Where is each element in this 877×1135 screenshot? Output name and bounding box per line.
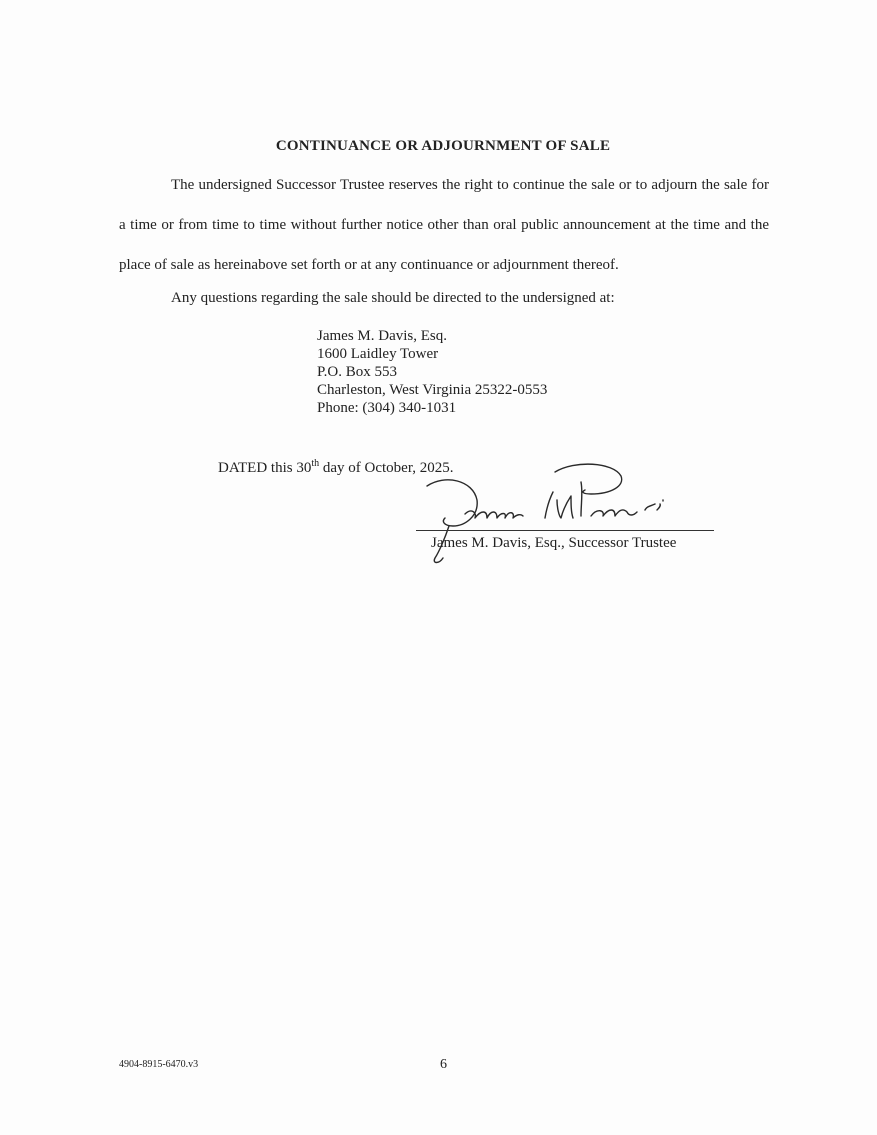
page-number: 6 <box>440 1057 447 1072</box>
signer-printed-name: James M. Davis, Esq., Successor Trustee <box>431 535 677 551</box>
address-phone: Phone: (304) 340-1031 <box>317 400 457 416</box>
address-city: Charleston, West Virginia 25322-0553 <box>317 382 548 398</box>
continuance-paragraph <box>119 165 769 285</box>
document-id: 4904-8915-6470.v3 <box>119 1059 199 1070</box>
signature-line <box>416 530 714 531</box>
address-street: 1600 Laidley Tower <box>317 346 439 362</box>
continuance-paragraph-text: The undersigned Successor Trustee reserves the right to continue the sale or to adjourn the sale for a time or from time to time without further notice other than oral public announcement at the time and the place of sale as hereinabove set forth or at any continuance or adjournment thereof. <box>119 177 769 273</box>
section-heading: CONTINUANCE OR ADJOURNMENT OF SALE <box>275 138 611 154</box>
address-name: James M. Davis, Esq. <box>317 328 447 344</box>
contact-address-block <box>317 327 547 417</box>
dated-superscript: th <box>311 458 320 469</box>
questions-paragraph: Any questions regarding the sale should be directed to the undersigned at: <box>171 290 615 306</box>
dated-prefix: DATED this 30 <box>218 460 312 476</box>
address-po-box: P.O. Box 553 <box>317 364 398 380</box>
handwritten-signature <box>405 460 725 580</box>
dated-suffix: day of October, 2025. <box>319 460 454 476</box>
